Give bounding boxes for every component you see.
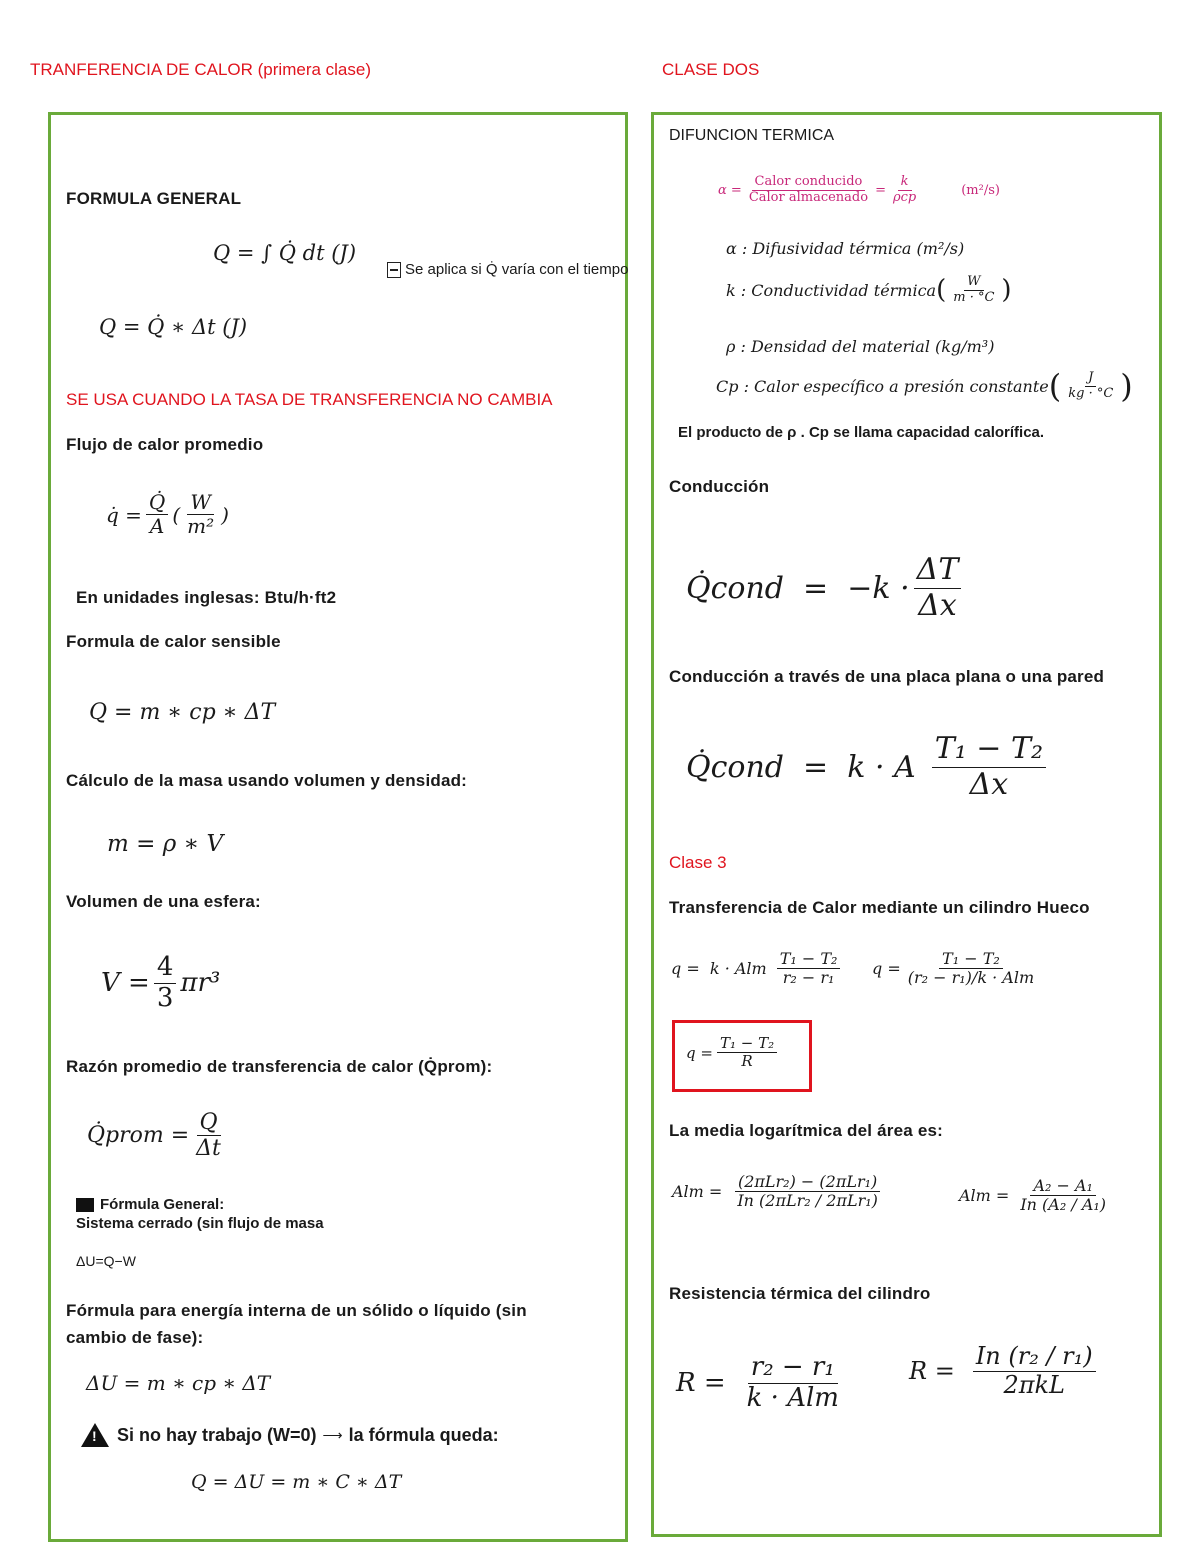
eq-internal-energy: ΔU = m ∗ cp ∗ ΔT [86,1371,271,1395]
eq-mass: m = ρ ∗ V [107,831,224,857]
eq-flux-frac [146,491,168,538]
eq-conduction [686,553,965,623]
eq-flux-lhs: q̇ = [106,502,142,527]
eq-alpha-num: Calor conducido [752,175,866,191]
eq-alpha-frac [746,175,871,206]
eq-alpha [718,175,1000,206]
plate-title: Conducción a través de una placa plana o una pared [669,667,1105,686]
warning-text-1: Si no hay trabajo (W=0) [117,1424,317,1445]
eq-cylinder-1 [671,950,844,988]
sphere-title: Volumen de una esfera: [66,892,261,911]
right-column-header: CLASE DOS [662,60,760,79]
left-panel [48,112,628,1542]
eq-avg-den: Δt [196,1136,221,1162]
warning-line [81,1423,499,1447]
eq-flux: q̇ = $\frac{Q̇}{A}$ ( $\frac{W}{\text{m²}}$ ) [106,490,229,538]
eq-r2-frac [973,1343,1096,1399]
eq-final: Q = ΔU = m ∗ C ∗ ΔT [191,1471,402,1493]
internal-energy-title-line1: Fórmula para energía interna de un sólido o líquido (sin [66,1301,527,1320]
eq-sphere-frac [154,953,177,1014]
eq-r1-num: r₂ − r₁ [748,1353,838,1384]
eq-flux-unit [184,491,217,538]
red-note-constant-rate: SE USA CUANDO LA TASA DE TRANSFERENCIA NO CAMBIA [66,390,553,409]
eq-cyl1-num: T₁ − T₂ [777,950,841,969]
def-k-unit-num: W [964,275,983,291]
eq-plate-den: Δx [969,766,1009,802]
eq-flux-den: A [149,514,165,538]
def-k-unit [950,275,997,306]
def-alpha: α : Difusividad térmica (m²/s) [726,239,965,258]
def-k-unit-den: m · °C [953,289,995,305]
eq-r2-num: In (r₂ / r₁) [973,1343,1096,1372]
def-cp: Cp : Calor específico a presión constante ( $\frac{J}{kg \cdot ^\circ C}$ ) [716,367,1133,405]
eq-avg-num: Q [197,1110,221,1136]
closed-system-line2: Sistema cerrado (sin flujo de masa [76,1215,324,1232]
eq-cyl2-num: T₁ − T₂ [939,950,1003,969]
eq-cyl1-frac [777,950,841,988]
eq-alpha-k-frac [890,175,919,206]
mass-title: Cálculo de la masa usando volumen y densidad: [66,771,468,790]
def-cp-unit-den: kg · °C [1068,385,1114,401]
eq-avg-lhs: Q̇prom = [87,1123,190,1149]
eq-plate-lhs: Q̇cond = k · A [686,749,916,785]
eq-sphere-rhs: πr³ [180,968,221,999]
capacity-note: El producto de ρ . Cp se llama capacidad calorífica. [678,424,1045,441]
closed-system-line1: Fórmula General: [100,1196,225,1213]
eq-alpha-lhs: α = [718,182,742,198]
flux-title: Flujo de calor promedio [66,435,264,454]
eq-plate-num: T₁ − T₂ [932,732,1046,768]
eq-constant-rate: Q = Q̇ ∗ Δt (J) [99,315,248,339]
eq-r2-den: 2πkL [1003,1370,1065,1399]
eq-flux-unit-num: W [187,491,214,515]
internal-energy-title [66,1297,527,1351]
eq-cyl2-den: (r₂ − r₁)/k · Alm [907,968,1035,988]
eq-alpha-equals: = [875,182,886,198]
eq-alm1-num: (2πLr₂) − (2πLr₁) [735,1173,880,1192]
diffusion-title: DIFUNCION TERMICA [669,127,835,144]
eq-cyl2-frac [905,950,1037,988]
eq-sphere [101,953,220,1014]
eq-sensible: Q = m ∗ cp ∗ ΔT [89,700,276,725]
internal-energy-title-line2: cambio de fase): [66,1328,204,1347]
def-cp-unit [1065,371,1116,402]
eq-sphere-num: 4 [154,953,177,984]
eq-avg-frac [193,1110,224,1162]
eq-alm2-den: In (A₂ / A₁) [1020,1195,1107,1215]
right-panel [651,112,1162,1537]
eq-boxed [686,1035,781,1071]
sensible-title: Formula de calor sensible [66,632,281,651]
eq-cond-frac [914,553,962,623]
eq-boxed-den: R [741,1052,753,1071]
english-units: En unidades inglesas: Btu/h·ft2 [76,588,337,607]
def-rho: ρ : Densidad del material (kg/m³) [726,337,995,356]
eq-cond-den: Δx [918,587,957,623]
eq-alpha-k: k [898,175,912,191]
def-k-text: k : Conductividad térmica [726,280,937,300]
eq-flux-unit-den: m² [187,514,215,538]
minus-box-icon [387,262,401,278]
avg-rate-title: Razón promedio de transferencia de calor (Q̇prom): [66,1057,493,1076]
eq-cyl1-lhs: q = k · Alm [671,959,767,979]
eq-boxed-lhs: q = [686,1043,713,1062]
eq-r1-lhs: R = [676,1368,726,1399]
closed-system-note [76,1195,324,1233]
black-square-icon [76,1198,94,1212]
eq-alm2-num: A₂ − A₁ [1030,1177,1096,1196]
eq-flux-num: Q̇ [146,491,168,515]
eq-sphere-den: 3 [156,982,174,1013]
eq-cond-num: ΔT [914,553,962,589]
eq-cyl1-den: r₂ − r₁ [782,968,835,988]
eq-resistance-2 [909,1343,1100,1399]
eq-alm1-den: In (2πLr₂ / 2πLr₁) [737,1191,878,1211]
eq-delta-u: ΔU=Q−W [76,1253,136,1269]
resistance-title: Resistencia térmica del cilindro [669,1284,931,1303]
eq-plate [686,732,1050,802]
eq-plate-frac [932,732,1046,802]
def-k: k : Conductividad térmica ( $\frac{W}{m \cdot ^\circ C}$ ) [726,274,1012,306]
eq-boxed-frac [717,1035,777,1071]
integral-note [387,261,628,278]
eq-resistance-1 [676,1353,846,1414]
eq-alm-1 [672,1173,885,1211]
eq-integral: Q = ∫ Q̇ dt (J) [213,241,357,265]
eq-avg-rate [87,1110,228,1162]
eq-alm1-frac [734,1173,881,1211]
def-cp-unit-num: J [1085,371,1096,387]
clase-3-heading: Clase 3 [669,853,727,872]
eq-alm-2 [959,1177,1113,1215]
warning-triangle-icon [81,1423,109,1447]
eq-alpha-rho: ρcp [892,189,917,205]
right-arrow-icon: ⟶ [322,1426,343,1443]
logmean-title: La media logarítmica del área es: [669,1121,943,1140]
warning-text-2: la fórmula queda: [348,1424,499,1445]
eq-alm2-lhs: Alm = [959,1186,1010,1206]
eq-alpha-unit: (m²/s) [961,182,1000,198]
conduction-title: Conducción [669,477,770,496]
formula-general-title: FORMULA GENERAL [66,189,242,208]
eq-alm1-lhs: Alm = [672,1182,723,1202]
eq-cylinder-2 [872,950,1041,988]
cylinder-title: Transferencia de Calor mediante un cilindro Hueco [669,898,1090,917]
eq-cyl2-lhs: q = [872,959,901,979]
eq-r2-lhs: R = [909,1357,955,1386]
eq-r1-frac [744,1353,842,1414]
eq-boxed-num: T₁ − T₂ [717,1035,777,1053]
left-column-header: TRANFERENCIA DE CALOR (primera clase) [30,60,372,79]
eq-sphere-lhs: V = [101,968,150,999]
integral-note-text: Se aplica si Q̇ varía con el tiempo [405,261,629,278]
eq-alm2-frac [1017,1177,1109,1215]
eq-r1-den: k · Alm [746,1382,839,1413]
def-cp-text: Cp : Calor específico a presión constante [716,376,1049,396]
eq-cond-lhs: Q̇cond = −k · [686,570,910,606]
eq-alpha-den: Calor almacenado [748,189,869,205]
